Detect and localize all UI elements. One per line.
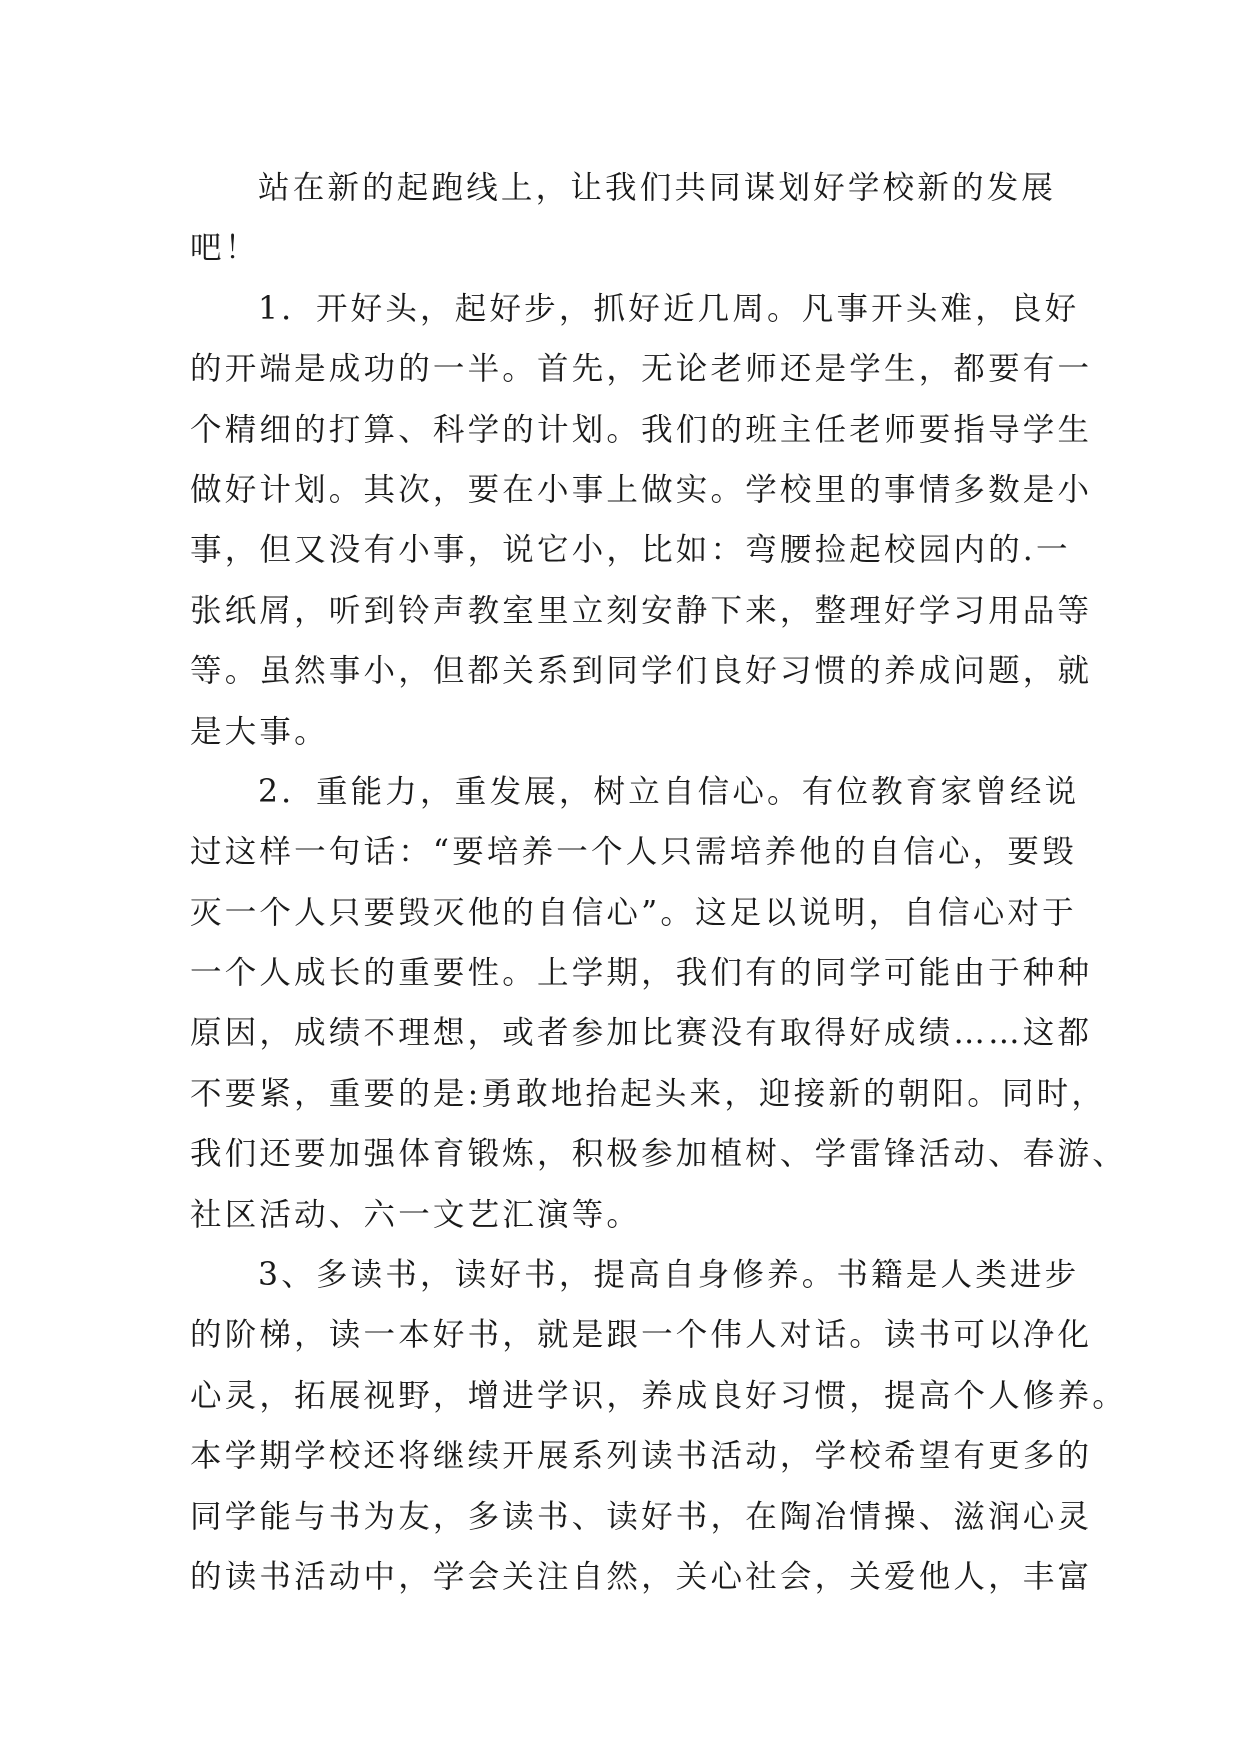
text-line: 站在新的起跑线上，让我们共同谋划好学校新的发展	[258, 170, 1057, 206]
text-line: 过这样一句话：“要培养一个人只需培养他的自信心，要毁	[190, 834, 1077, 871]
text-line: 做好计划。其次，要在小事上做实。学校里的事情多数是小	[190, 471, 1093, 508]
text-line: 个精细的打算、科学的计划。我们的班主任老师要指导学生	[190, 411, 1093, 448]
text-line: 等。虽然事小，但都关系到同学们良好习惯的养成问题，就	[190, 653, 1093, 690]
text-line: 本学期学校还将继续开展系列读书活动，学校希望有更多的	[190, 1438, 1093, 1475]
text-line: 张纸屑，听到铃声教室里立刻安静下来，整理好学习用品等	[190, 592, 1093, 629]
text-line: 事，但又没有小事，说它小，比如：弯腰捡起校园内的.一	[190, 532, 1071, 569]
text-line: 一个人成长的重要性。上学期，我们有的同学可能由于种种	[190, 955, 1093, 992]
text-line: 同学能与书为友，多读书、读好书，在陶冶情操、滋润心灵	[190, 1498, 1093, 1535]
text-line: 是大事。	[190, 713, 329, 750]
text-line: 3、多读书，读好书，提高自身修养。书籍是人类进步	[258, 1257, 1080, 1294]
text-line: 的开端是成功的一半。首先，无论老师还是学生，都要有一	[190, 351, 1093, 388]
text-line: 吧！	[190, 230, 260, 267]
text-line: 2．重能力，重发展，树立自信心。有位教育家曾经说	[258, 773, 1080, 810]
text-line: 1．开好头，起好步，抓好近几周。凡事开头难，良好	[258, 290, 1080, 327]
text-line: 灭一个人只要毁灭他的自信心”。这足以说明，自信心对于	[190, 894, 1077, 931]
text-line: 的读书活动中，学会关注自然，关心社会，关爱他人，丰富	[190, 1558, 1093, 1595]
text-line: 社区活动、六一文艺汇演等。	[190, 1196, 642, 1233]
body-text	[190, 158, 1127, 1607]
text-line: 不要紧，重要的是:勇敢地抬起头来，迎接新的朝阳。同时，	[190, 1075, 1107, 1112]
text-line: 原因，成绩不理想，或者参加比赛没有取得好成绩……这都	[190, 1015, 1093, 1052]
text-line: 我们还要加强体育锻炼，积极参加植树、学雷锋活动、春游、	[190, 1136, 1127, 1173]
text-line: 心灵，拓展视野，增进学识，养成良好习惯，提高个人修养。	[190, 1377, 1127, 1414]
text-line: 的阶梯，读一本好书，就是跟一个伟人对话。读书可以净化	[190, 1317, 1093, 1354]
